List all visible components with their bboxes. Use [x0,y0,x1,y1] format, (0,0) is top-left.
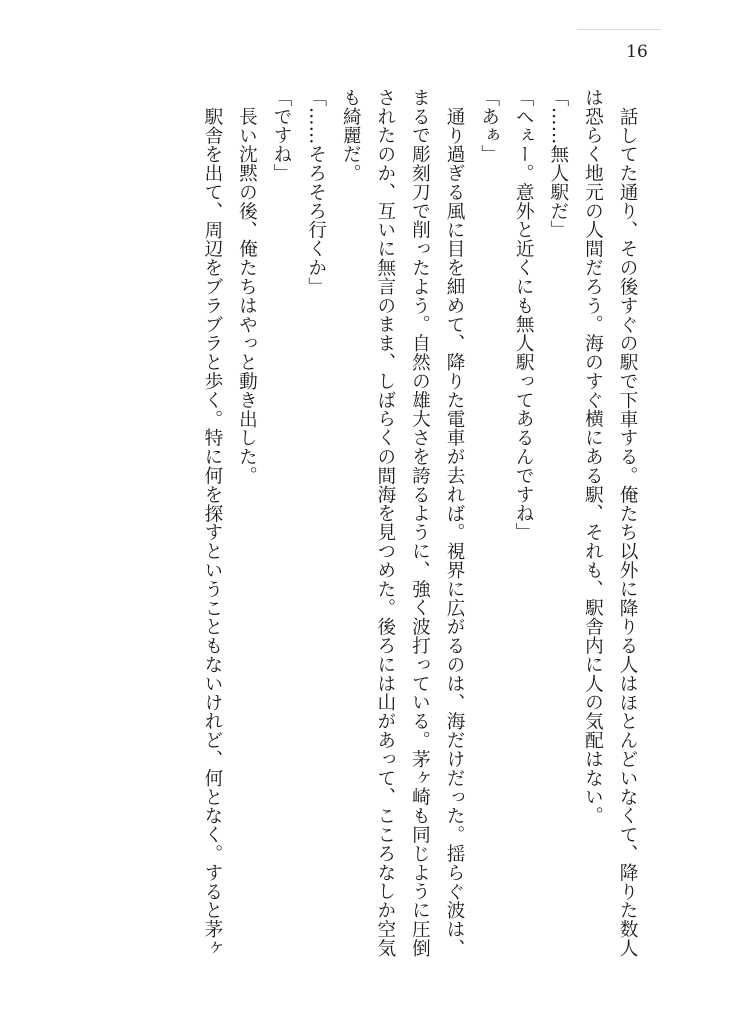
paragraph-narration: 長い沈黙の後、俺たちはやっと動き出した。 [236,106,258,485]
page-number: 16 [626,42,648,62]
paragraph-narration: 話してた通り、その後すぐの駅で下車する。俺たち以外に降りる人はほとんどいなくて、降りた数人は恐らく地元の人間だろう。海のすぐ横にある駅、それも、駅舎内に人の気配はない。 [582,88,638,958]
paragraph-dialogue: 「……そろそろ行くか」 [305,88,327,296]
paragraph-dialogue: 「あぁ」 [478,88,500,164]
header-rule [577,29,661,30]
paragraph-narration: 駅舎を出て、周辺をブラブラと歩く。特に何を探すということもないけれど、何となく。すると茅ヶ [201,106,223,958]
vertical-body-text [194,88,644,968]
paragraph-narration: 通り過ぎる風に目を細めて、降りた電車が去れば。視界に広がるのは、海だけだった。揺らぐ波は、まるで彫刻刀で削ったよう。自然の雄大さを誇るように、強く波打っている。茅ヶ崎も同じように圧倒されたのか、互いに無言のまま、しばらくの間海を見つめた。後ろには山があって、こころなしか空気も綺麗だ。 [340,88,466,958]
paragraph-dialogue: 「……無人駅だ」 [547,88,569,240]
paragraph-dialogue: 「ですね」 [271,88,293,183]
paragraph-dialogue: 「へぇー。意外と近くにも無人駅ってあるんですね」 [513,88,535,542]
